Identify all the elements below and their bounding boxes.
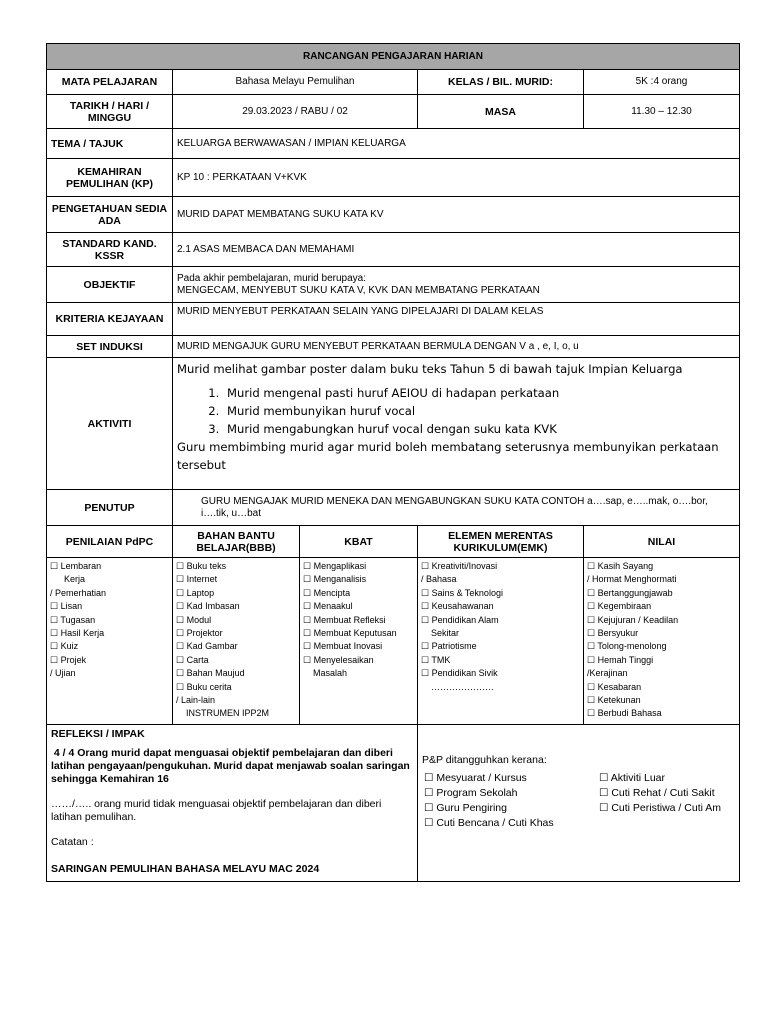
pengetahuan-value: MURID DAPAT MEMBATANG SUKU KATA KV	[173, 197, 740, 233]
tarikh-label: TARIKH / HARI / MINGGU	[47, 95, 173, 129]
objektif-line-2: MENGECAM, MENYEBUT SUKU KATA V, KVK DAN MEMBATANG PERKATAAN	[177, 284, 540, 296]
pp-option: ☐ Aktiviti Luar	[599, 772, 666, 784]
standard-label: STANDARD KAND. KSSR	[47, 233, 173, 267]
tema-label: TEMA / TAJUK	[47, 129, 173, 159]
list-item: ☐ Membuat Refleksi	[303, 614, 386, 625]
objektif-label: OBJEKTIF	[47, 267, 173, 303]
nilai-header: NILAI	[584, 526, 740, 558]
list-item: ☐ Buku cerita	[176, 681, 232, 692]
pp-cell	[418, 725, 740, 882]
list-item: / Lain-lain	[176, 695, 216, 706]
pp-option: ☐ Cuti Bencana / Cuti Khas	[424, 817, 554, 829]
kbat-header: KBAT	[300, 526, 418, 558]
bbb-header: BAHAN BANTU BELAJAR(BBB)	[173, 526, 300, 558]
list-item: ☐ Sains & Teknologi	[421, 587, 503, 598]
aktiviti-step: 2. Murid membunyikan huruf vocal	[223, 402, 735, 420]
pengetahuan-label: PENGETAHUAN SEDIA ADA	[47, 197, 173, 233]
lesson-plan-sheet	[46, 43, 739, 882]
list-item: ☐ Kegembiraan	[587, 601, 652, 612]
kriteria-value: MURID MENYEBUT PERKATAAN SELAIN YANG DIPELAJARI DI DALAM KELAS	[173, 303, 740, 336]
aktiviti-step: 3. Murid mengabungkan huruf vocal dengan suku kata KVK	[223, 420, 735, 438]
pp-option: ☐ Cuti Peristiwa / Cuti Am	[599, 802, 722, 814]
list-item: / Ujian	[50, 668, 76, 679]
emk-list	[418, 558, 584, 725]
refleksi-line-2: ……/….. orang murid tidak menguasai objektif pembelajaran dan diberi latihan pemulihan.	[51, 798, 382, 823]
penutup-value: GURU MENGAJAK MURID MENEKA DAN MENGABUNGKAN SUKU KATA CONTOH a….sap, e…..mak, o….bor, i….tik, u…bat	[173, 490, 740, 526]
list-item: ☐ Menganalisis	[303, 574, 367, 585]
aktiviti-label: AKTIVITI	[47, 358, 173, 490]
list-item: ☐ Membuat Keputusan	[303, 628, 397, 639]
refleksi-catatan: Catatan :	[51, 836, 94, 848]
kbat-list	[300, 558, 418, 725]
pp-options	[424, 771, 735, 831]
pp-option: ☐ Program Sekolah	[424, 787, 518, 799]
objektif-value	[173, 267, 740, 303]
kriteria-label: KRITERIA KEJAYAAN	[47, 303, 173, 336]
aktiviti-step: 1. Murid mengenal pasti huruf AEIOU di hadapan perkataan	[223, 384, 735, 402]
pp-option: ☐ Guru Pengiring	[424, 802, 507, 814]
refleksi-line-1: 4 / 4 Orang murid dapat menguasai objektif pembelajaran dan diberi latihan pengayaan/pengukuhan. Murid dapat menjawab soalan saringan sehingga Kemahiran 16	[51, 747, 413, 785]
list-item: ☐ Lisan	[50, 601, 83, 612]
penutup-label: PENUTUP	[47, 490, 173, 526]
set-induksi-label: SET INDUKSI	[47, 336, 173, 358]
list-item: / Pemerhatian	[50, 587, 107, 598]
list-item: ☐ Membuat Inovasi	[303, 641, 383, 652]
list-item: / Bahasa	[421, 574, 457, 585]
list-item: ☐ Ketekunan	[587, 695, 641, 706]
kemahiran-label: KEMAHIRAN PEMULIHAN (KP)	[47, 159, 173, 197]
list-item: ☐ Tolong-menolong	[587, 641, 667, 652]
list-item: ☐ Kreativiti/Inovasi	[421, 561, 498, 571]
emk-header: ELEMEN MERENTAS KURIKULUM(EMK)	[418, 526, 584, 558]
list-item: ☐ Internet	[176, 574, 218, 585]
refleksi-heading: REFLEKSI / IMPAK	[51, 728, 145, 740]
list-item: ☐ Patriotisme	[421, 641, 477, 652]
page-title: RANCANGAN PENGAJARAN HARIAN	[47, 44, 740, 70]
tarikh-value: 29.03.2023 / RABU / 02	[173, 95, 418, 129]
aktiviti-outro: Guru membimbing murid agar murid boleh membatang seterusnya membunyikan perkataan tersebut	[177, 440, 719, 472]
saringan-line: SARINGAN PEMULIHAN BAHASA MELAYU MAC 2024	[51, 863, 320, 875]
masa-label: MASA	[418, 95, 584, 129]
mata-pelajaran-value: Bahasa Melayu Pemulihan	[173, 70, 418, 95]
list-item: ☐ Lembaran	[50, 561, 102, 571]
kelas-label: KELAS / BIL. MURID:	[418, 70, 584, 95]
standard-value: 2.1 ASAS MEMBACA DAN MEMAHAMI	[173, 233, 740, 267]
list-item: …………………	[431, 681, 494, 692]
list-item: ☐ Mencipta	[303, 587, 351, 598]
pp-option	[599, 816, 740, 831]
list-item: ☐ Projek	[50, 654, 87, 665]
list-item: ☐ Bertanggungjawab	[587, 587, 673, 598]
nilai-list	[584, 558, 740, 725]
list-item: ☐ Kesabaran	[587, 681, 642, 692]
objektif-line-1: Pada akhir pembelajaran, murid berupaya:	[177, 272, 366, 284]
list-item: ☐ Pendidikan Alam	[421, 614, 499, 625]
list-item: ☐ Kad Gambar	[176, 641, 238, 652]
list-item: ☐ Bersyukur	[587, 628, 639, 639]
list-item: INSTRUMEN IPP2M	[186, 708, 270, 719]
refleksi-cell	[47, 725, 418, 882]
list-item: Masalah	[313, 668, 348, 679]
masa-value: 11.30 – 12.30	[584, 95, 740, 129]
list-item: /Kerajinan	[587, 668, 628, 679]
aktiviti-content	[173, 358, 740, 490]
tema-value: KELUARGA BERWAWASAN / IMPIAN KELUARGA	[173, 129, 740, 159]
list-item: ☐ Pendidikan Sivik	[421, 668, 498, 679]
list-item: ☐ Buku teks	[176, 561, 227, 571]
list-item: ☐ Carta	[176, 654, 209, 665]
aktiviti-intro: Murid melihat gambar poster dalam buku teks Tahun 5 di bawah tajuk Impian Keluarga	[177, 362, 683, 376]
penilaian-header: PENILAIAN PdPC	[47, 526, 173, 558]
list-item: ☐ Hemah Tinggi	[587, 654, 654, 665]
list-item: ☐ Modul	[176, 614, 212, 625]
list-item: ☐ Kasih Sayang	[587, 561, 654, 571]
list-item: ☐ Keusahawanan	[421, 601, 494, 612]
list-item: ☐ Projektor	[176, 628, 223, 639]
aktiviti-steps	[177, 384, 735, 438]
set-induksi-value: MURID MENGAJUK GURU MENYEBUT PERKATAAN BERMULA DENGAN V a , e, I, o, u	[173, 336, 740, 358]
list-item: ☐ Hasil Kerja	[50, 628, 105, 639]
list-item: ☐ Tugasan	[50, 614, 96, 625]
list-item: ☐ Kad Imbasan	[176, 601, 240, 612]
list-item: ☐ Kejujuran / Keadilan	[587, 614, 679, 625]
mata-pelajaran-label: MATA PELAJARAN	[47, 70, 173, 95]
list-item: ☐ TMK	[421, 654, 451, 665]
kemahiran-value: KP 10 : PERKATAAN V+KVK	[173, 159, 740, 197]
lesson-plan-table	[46, 43, 740, 882]
bbb-list	[173, 558, 300, 725]
list-item: ☐ Kuiz	[50, 641, 79, 652]
kelas-value: 5K :4 orang	[584, 70, 740, 95]
pp-heading: P&P ditangguhkan kerana:	[422, 754, 547, 766]
list-item: ☐ Berbudi Bahasa	[587, 708, 662, 719]
penilaian-list	[47, 558, 173, 725]
list-item: / Hormat Menghormati	[587, 574, 677, 585]
pp-option: ☐ Mesyuarat / Kursus	[424, 772, 527, 784]
list-item: ☐ Menyelesaikan	[303, 654, 374, 665]
list-item: ☐ Menaakul	[303, 601, 353, 612]
list-item: ☐ Mengaplikasi	[303, 561, 367, 571]
list-item: ☐ Bahan Maujud	[176, 668, 245, 679]
list-item: Kerja	[64, 574, 86, 585]
list-item: ☐ Laptop	[176, 587, 215, 598]
list-item: Sekitar	[431, 628, 460, 639]
pp-option: ☐ Cuti Rehat / Cuti Sakit	[599, 787, 715, 799]
